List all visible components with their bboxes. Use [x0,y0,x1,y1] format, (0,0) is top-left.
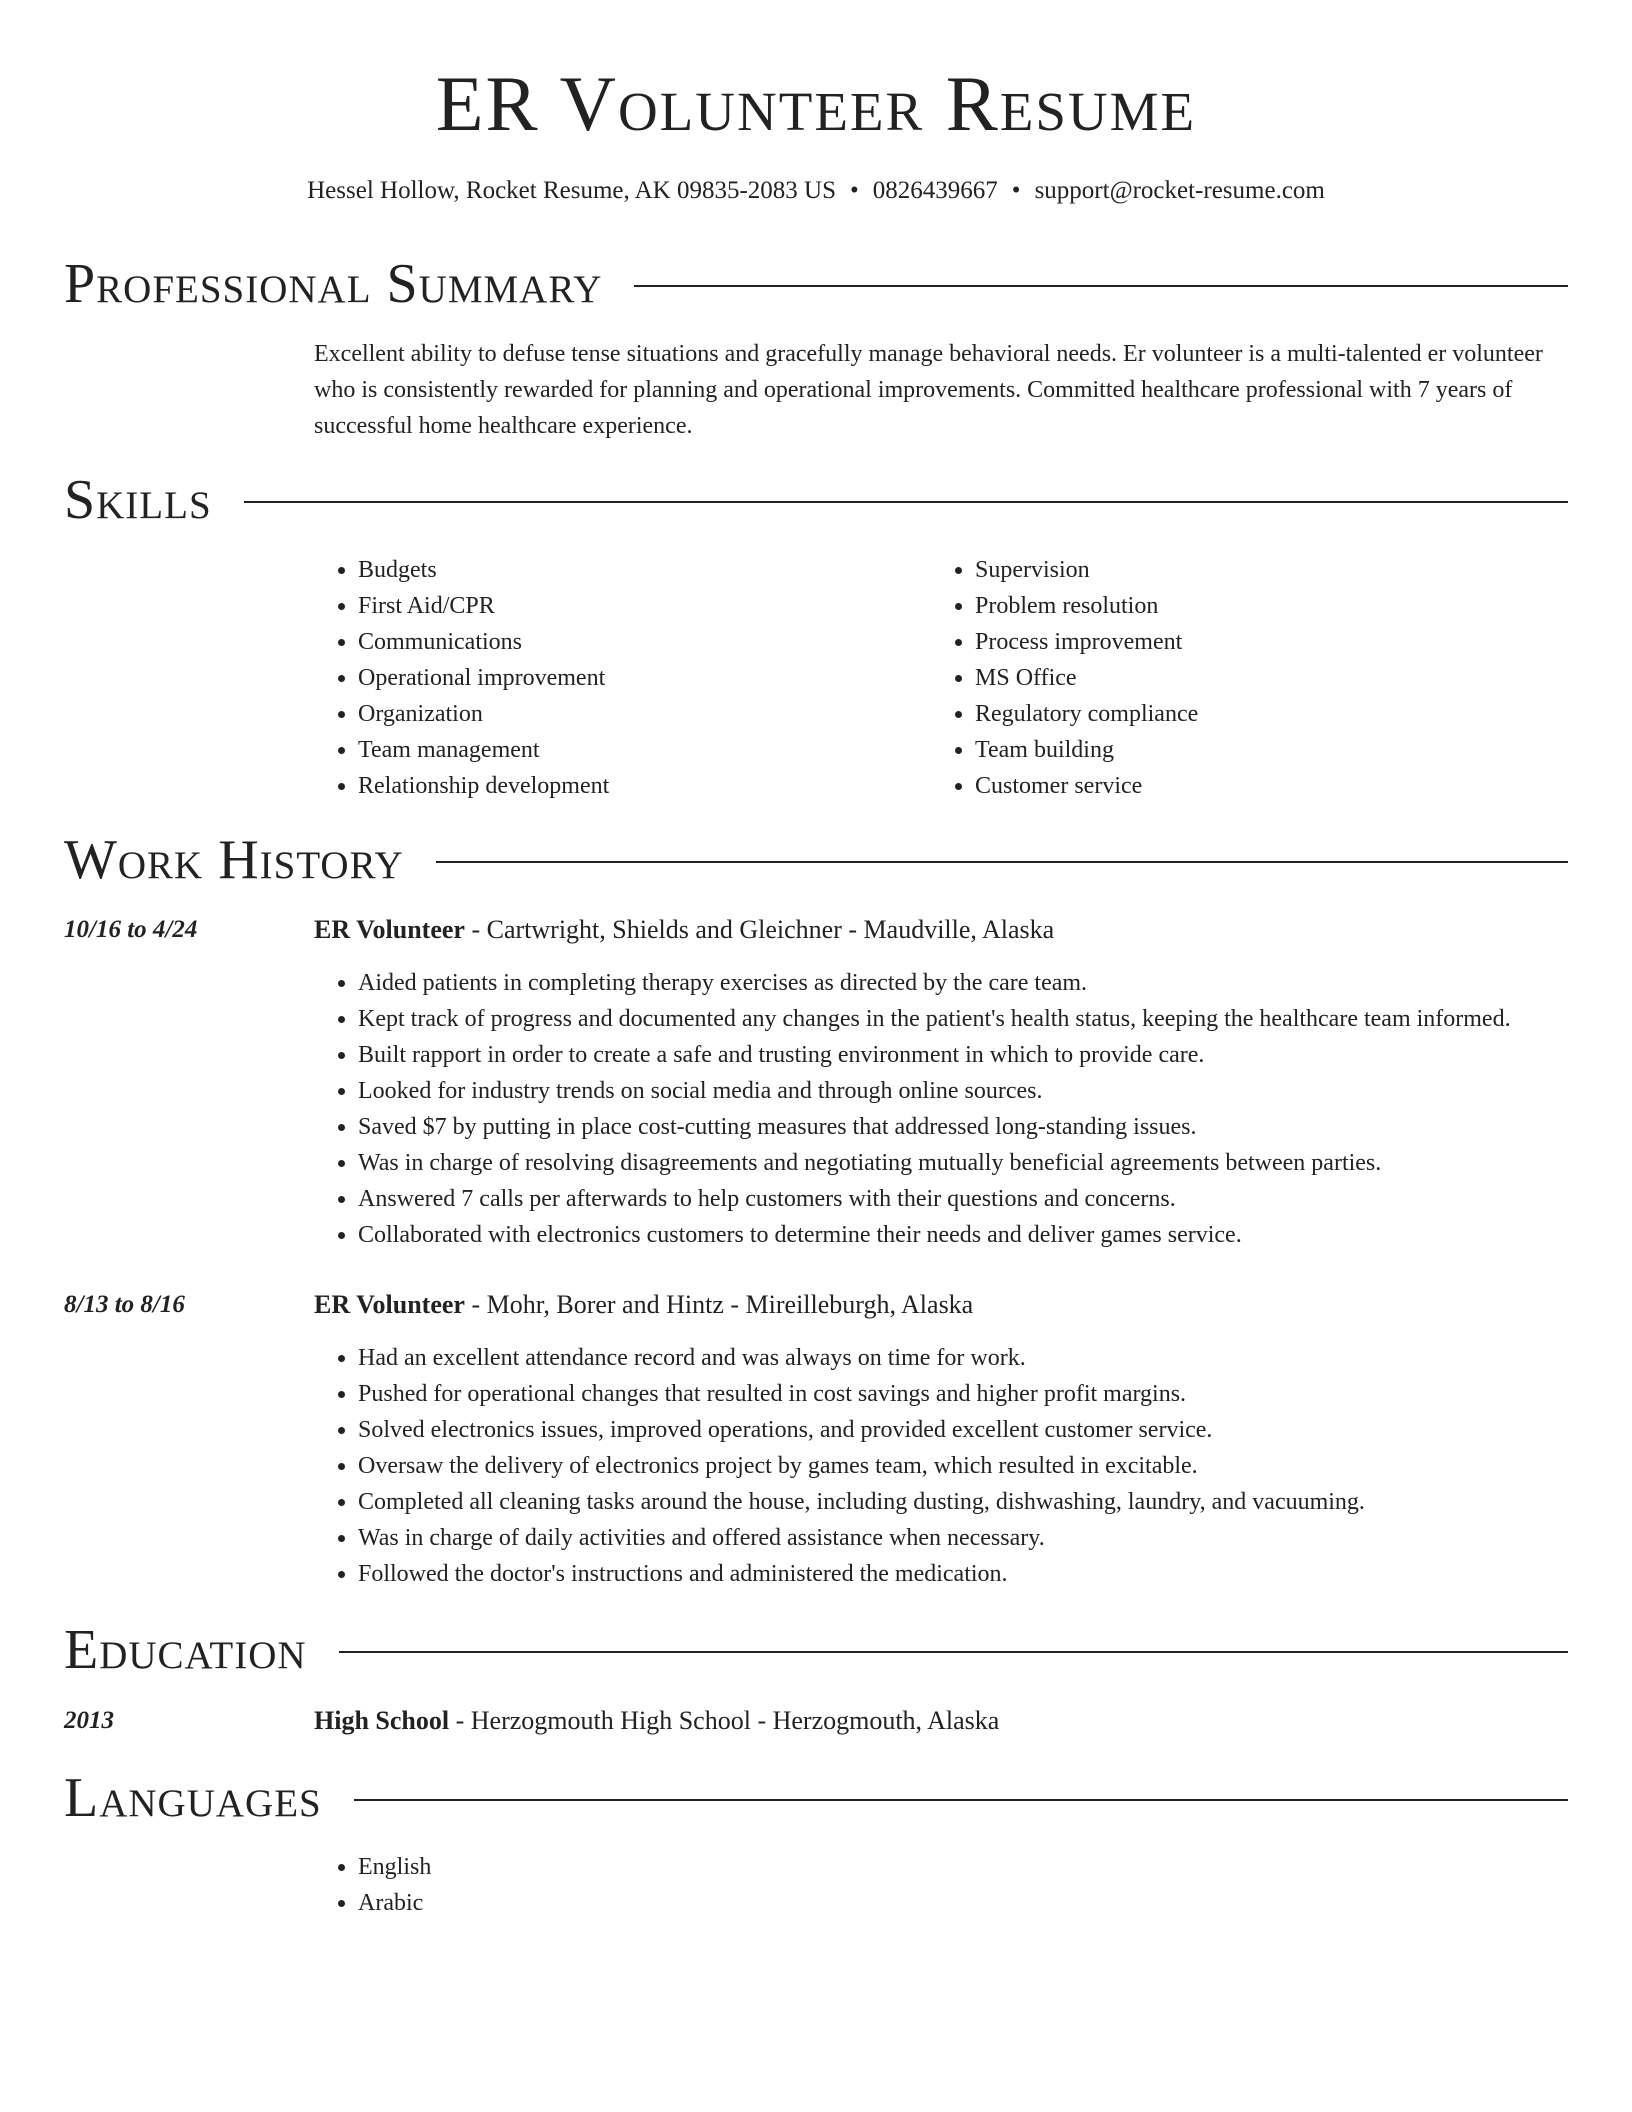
job-bullet: • Kept track of progress and documented any changes in the patient's health status, keeping the healthcare team informed. [358,1001,1568,1037]
section-header-work-history [64,828,1568,892]
job-heading [314,912,1568,948]
job-title: ER Volunteer [314,915,465,944]
contact-phone: 0826439667 [872,177,998,204]
section-title: Languages [64,1767,322,1829]
skill-item: • Customer service [975,768,1548,804]
skill-item: • Team management [358,732,931,768]
job-bullet: • Solved electronics issues, improved operations, and provided excellent customer service. [358,1412,1568,1448]
skill-item: • Operational improvement [358,660,931,696]
education-year: 2013 [64,1707,114,1734]
section-divider [354,1799,1568,1801]
skill-item: • Regulatory compliance [975,696,1548,732]
job-title: ER Volunteer [314,1290,465,1319]
section-divider [436,861,1568,863]
skill-item: • Problem resolution [975,588,1548,624]
education-heading [314,1703,1568,1739]
job-bullets [314,965,1568,1253]
skill-item: • Budgets [358,552,931,588]
language-item: • English [358,1849,1568,1885]
contact-separator: • [1011,177,1021,204]
job-bullet: • Collaborated with electronics customers to determine their needs and deliver games service. [358,1217,1568,1253]
skill-item: • MS Office [975,660,1548,696]
resume-title: ER Volunteer Resume [435,60,1197,147]
job-employer: - Mohr, Borer and Hintz - Mireilleburgh, Alaska [464,1290,974,1319]
job-heading [314,1287,1568,1323]
languages-list [314,1849,1568,1921]
job-bullet: • Followed the doctor's instructions and administered the medication. [358,1556,1568,1592]
contact-address: Hessel Hollow, Rocket Resume, AK 09835-2083 US [307,177,837,204]
job-employer: - Cartwright, Shields and Gleichner - Maudville, Alaska [464,915,1055,944]
job-bullet: • Oversaw the delivery of electronics project by games team, which resulted in excitable. [358,1448,1568,1484]
skill-item: • Supervision [975,552,1548,588]
summary-text: Excellent ability to defuse tense situations and gracefully manage behavioral needs. Er volunteer is a multi-talented er volunteer who is consistently rewarded for planning and operational improvements. Committed healthcare professional with 7 years of successful home healthcare experience. [314,341,1543,439]
contact-email[interactable]: support@rocket-resume.com [1034,177,1325,204]
section-title: Skills [64,469,212,531]
job-dates: 8/13 to 8/16 [64,1291,185,1318]
job-dates: 10/16 to 4/24 [64,916,198,943]
job-bullet: • Pushed for operational changes that resulted in cost savings and higher profit margins. [358,1376,1568,1412]
skill-item: • Communications [358,624,931,660]
section-title: Education [64,1619,307,1681]
skill-item: • Process improvement [975,624,1548,660]
job-bullet: • Answered 7 calls per afterwards to help customers with their questions and concerns. [358,1181,1568,1217]
section-header-languages [64,1766,1568,1830]
skill-item: • First Aid/CPR [358,588,931,624]
skills-column-left [314,552,931,804]
language-item: • Arabic [358,1885,1568,1921]
job-bullet: • Aided patients in completing therapy exercises as directed by the care team. [358,965,1568,1001]
section-divider [244,501,1568,503]
section-header-summary [64,252,1568,316]
job-bullet: • Completed all cleaning tasks around the house, including dusting, dishwashing, laundry, and vacuuming. [358,1484,1568,1520]
contact-line [0,174,1632,208]
education-degree: High School [314,1706,450,1735]
skill-item: • Relationship development [358,768,931,804]
skills-list [314,552,1564,804]
contact-separator: • [850,177,859,204]
job-bullet: • Had an excellent attendance record and was always on time for work. [358,1340,1568,1376]
job-bullet: • Was in charge of daily activities and offered assistance when necessary. [358,1520,1568,1556]
summary-block [314,336,1568,444]
education-school: - Herzogmouth High School - Herzogmouth, Alaska [449,1706,1000,1735]
section-header-skills [64,468,1568,532]
job-bullet: • Looked for industry trends on social media and through online sources. [358,1073,1568,1109]
skills-column-right [931,552,1548,804]
section-divider [634,285,1568,287]
section-title: Professional Summary [64,253,603,315]
section-title: Work History [64,829,404,891]
job-bullet: • Built rapport in order to create a safe and trusting environment in which to provide care. [358,1037,1568,1073]
section-divider [339,1651,1568,1653]
job-bullet: • Was in charge of resolving disagreements and negotiating mutually beneficial agreements between parties. [358,1145,1568,1181]
skill-item: • Organization [358,696,931,732]
job-bullets [314,1340,1568,1592]
section-header-education [64,1618,1568,1682]
skill-item: • Team building [975,732,1548,768]
job-bullet: • Saved $7 by putting in place cost-cutting measures that addressed long-standing issues. [358,1109,1568,1145]
